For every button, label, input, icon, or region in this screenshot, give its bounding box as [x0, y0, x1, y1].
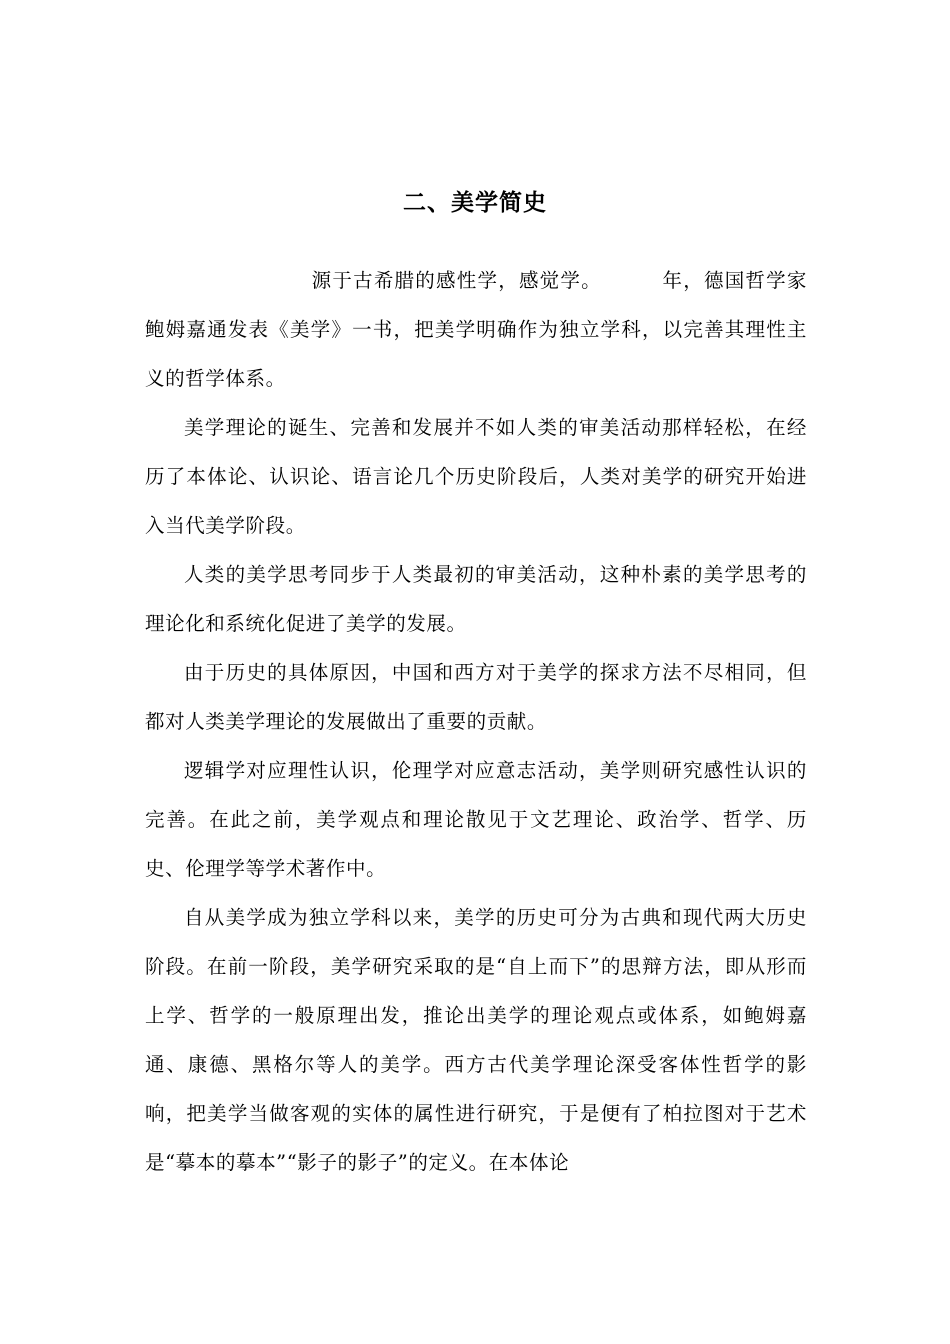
paragraph-1-part-b: 年，德国哲学家鲍姆嘉通发表《美学》一书，把美学明确作为独立学科，以完善其理性主义的哲学体系。: [145, 269, 807, 390]
paragraph-5: 逻辑学对应理性认识，伦理学对应意志活动，美学则研究感性认识的完善。在此之前，美学观点和理论散见于文艺理论、政治学、哲学、历史、伦理学等学术著作中。: [145, 759, 807, 880]
paragraph-4: 由于历史的具体原因，中国和西方对于美学的探求方法不尽相同，但都对人类美学理论的发展做出了重要的贡献。: [145, 661, 807, 733]
document-body: [145, 256, 807, 1187]
paragraph-1-part-a: 源于古希腊的感性学，感觉学。: [311, 269, 602, 292]
paragraph-6: 自从美学成为独立学科以来，美学的历史可分为古典和现代两大历史阶段。在前一阶段，美学研究采取的是“自上而下”的思辩方法，即从形而上学、哲学的一般原理出发，推论出美学的理论观点或体系，如鲍姆嘉通、康德、黑格尔等人的美学。西方古代美学理论深受客体性哲学的影响，把美学当做客观的实体的属性进行研究，于是便有了柏拉图对于艺术是“摹本的摹本”“影子的影子”的定义。在本体论: [145, 906, 807, 1174]
paragraph-1: [145, 256, 807, 403]
paragraph-3: 人类的美学思考同步于人类最初的审美活动，这种朴素的美学思考的理论化和系统化促进了美学的发展。: [145, 563, 807, 635]
paragraph-2: 美学理论的诞生、完善和发展并不如人类的审美活动那样轻松，在经历了本体论、认识论、语言论几个历史阶段后，人类对美学的研究开始进入当代美学阶段。: [145, 416, 807, 537]
section-title: 二、美学简史: [403, 190, 547, 216]
